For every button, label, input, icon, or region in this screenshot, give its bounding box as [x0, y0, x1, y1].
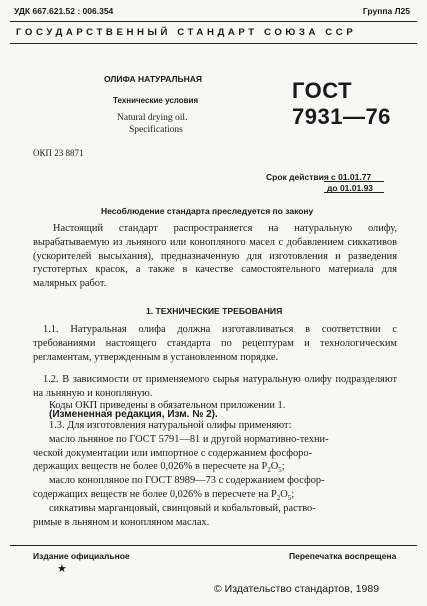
section-heading: 1. ТЕХНИЧЕСКИЕ ТРЕБОВАНИЯ: [146, 306, 283, 316]
okp-code: ОКП 23 8871: [33, 148, 84, 158]
star-icon: ★: [57, 563, 67, 575]
paragraph-1-1: 1.1. Натуральная олифа должна изготавливаться в соответствии с требованиями настоящего стандарта по рецептурам и технологическим регламентам, утвержденным в установленном порядке.: [33, 324, 397, 363]
validity-to: до 01.01.93: [327, 183, 374, 193]
semicolon: ;: [281, 461, 285, 472]
siccatives-line-2: римые в льняном и конопляном маслах.: [33, 517, 210, 528]
validity-label: Срок действия: [266, 172, 329, 182]
english-title: Natural drying oil.: [117, 113, 188, 123]
p-subscript: 2: [267, 466, 271, 475]
paragraph-1-3: 1.3. Для изготовления натуральной олифы применяют:: [49, 420, 292, 431]
linseed-line-2: ческой документации или импортное с содержанием фосфоро-: [33, 448, 313, 459]
english-subtitle: Specifications: [129, 125, 183, 135]
hemp-line-2-text: содержащих веществ не более 0,026% в пересчете на P: [33, 489, 277, 500]
official-edition-label: Издание официальное: [33, 551, 130, 561]
top-rule: [10, 21, 417, 22]
o-subscript: 5: [287, 494, 292, 503]
footer-rule: [10, 545, 417, 546]
header-bottom-rule: [10, 43, 417, 44]
document-title: ОЛИФА НАТУРАЛЬНАЯ: [104, 74, 202, 84]
group-code: Группа Л25: [362, 6, 410, 16]
validity-rule-2: [324, 192, 384, 193]
udk-code: УДК 667.621.52 : 006.354: [14, 6, 114, 16]
p-subscript: 2: [276, 494, 281, 503]
linseed-line-1: масло льняное по ГОСТ 5791—81 и другой нормативно-техни-: [49, 434, 329, 445]
hemp-line-2: [33, 489, 294, 502]
document-subtitle: Технические условия: [113, 96, 199, 105]
semicolon: ;: [291, 489, 295, 500]
linseed-line-3: [33, 461, 285, 474]
intro-paragraph: Настоящий стандарт распространяется на натуральную олифу, вырабатываемую из льняного или конопляного масел с добавлением сиккативов (ускорителей высыхания), предназначенную для изготовления и разведения густотертых красок, а также в качестве самостоятельного материала для малярных работ.: [33, 223, 397, 290]
validity-from: с 01.01.77: [331, 172, 372, 182]
validity-rule-1: [324, 181, 384, 182]
o-subscript: 5: [278, 466, 282, 475]
linseed-line-3-text: держащих веществ не более 0,026% в пересчете на P: [33, 461, 268, 472]
o-letter: O: [280, 489, 288, 500]
legal-notice: Несоблюдение стандарта преследуется по закону: [101, 206, 314, 216]
paragraph-1-2: 1.2. В зависимости от применяемого сырья натуральную олифу подразделяют на льняную и конопляную.: [33, 374, 397, 399]
gost-number: 7931—76: [292, 104, 391, 129]
okp-codes-note: Коды ОКП приведены в обязательном приложении 1.: [49, 400, 286, 411]
copyright-notice: © Издательство стандартов, 1989: [214, 583, 380, 595]
o-letter: O: [270, 461, 279, 472]
amendment-note: (Измененная редакция, Изм. № 2).: [49, 409, 218, 420]
state-standard-heading: ГОСУДАРСТВЕННЫЙ СТАНДАРТ СОЮЗА ССР: [16, 27, 357, 38]
reprint-prohibited-label: Перепечатка воспрещена: [289, 551, 397, 561]
gost-label: ГОСТ: [292, 78, 353, 103]
hemp-line-1: масло конопляное по ГОСТ 8989—73 с содержанием фосфор-: [49, 475, 325, 486]
siccatives-line-1: сиккативы марганцовый, свинцовый и кобальтовый, раство-: [49, 503, 316, 514]
